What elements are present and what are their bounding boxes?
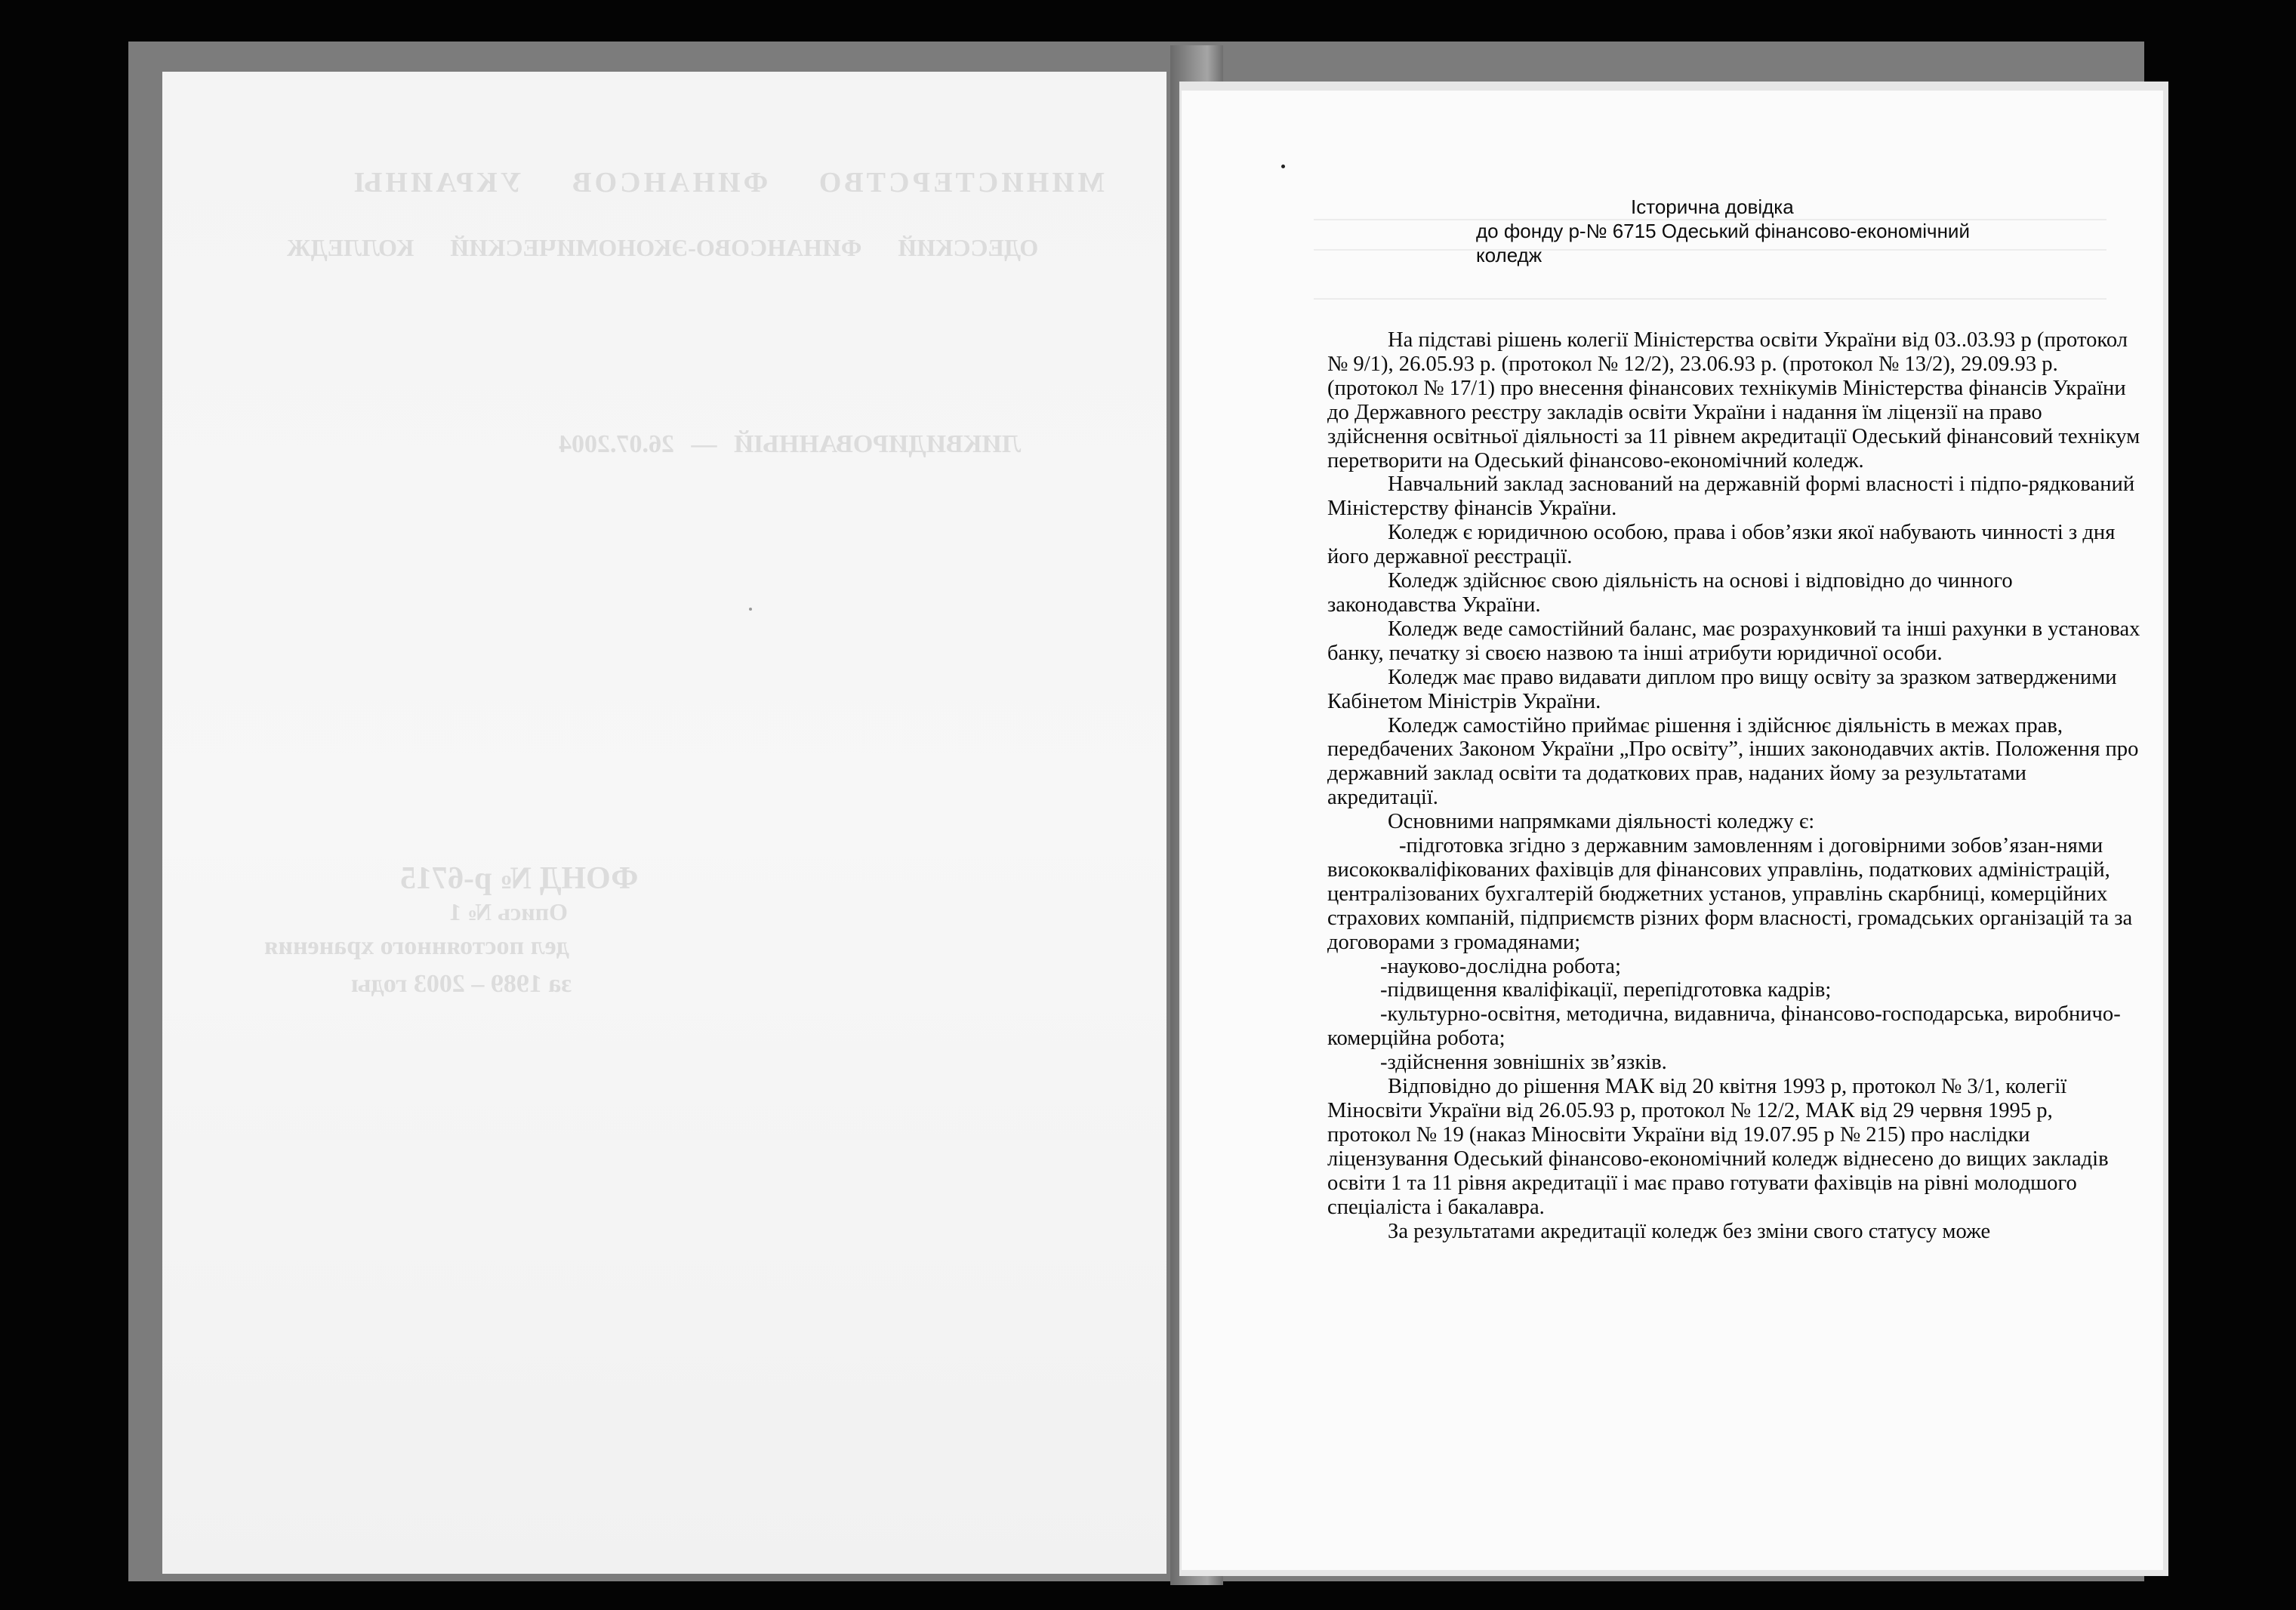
paragraph-9: Відповідно до рішення МАК від 20 квітня 1993 р, протокол № 3/1, колегії Міносвіти України від 26.05.93 р, протокол № 12/2, МАК від 29 червня 1995 р, протокол № 19 (наказ Міносвіти України від 19.07.95 р № 215) про наслідки ліцензування Одеський фінансово-економічний коледж віднесено до вищих закладів освіти 1 та 11 рівня акредитації і має право готувати фахівців на рівні молодшого спеціаліста і бакалавра.	[1327, 1075, 2109, 1219]
document-title	[1476, 195, 2125, 267]
speck	[1281, 165, 1285, 168]
title-line-1: Історична довідка	[1631, 195, 1794, 218]
document-body	[1327, 328, 2141, 1243]
paragraph-8: Основними напрямками діяльності коледжу є:	[1388, 810, 1815, 834]
left-page	[162, 72, 1166, 1574]
paragraph-7: Коледж самостійно приймає рішення і здійснює діяльність в межах прав, передбачених Законом України „Про освіту”, інших законодавчих актів. Положення про державний заклад освіти та додаткових прав, наданих йому за результатами акредитації.	[1327, 713, 2139, 810]
list-item: -підвищення кваліфікації, перепідготовка кадрів;	[1380, 978, 1832, 1002]
paragraph-2: Навчальний заклад заснований на державній формі власності і підпо-рядкований Міністерству фінансів України.	[1327, 473, 2135, 521]
bleed-through-opys: Опись № 1	[449, 898, 569, 925]
title-line-3: коледж	[1476, 244, 1542, 266]
ghost-line	[1314, 298, 2106, 300]
list-item: -здійснення зовнішніх зв’язків.	[1380, 1051, 1667, 1075]
list-item: -науково-дослідна робота;	[1380, 954, 1621, 978]
paragraph-4: Коледж здійснює свою діяльність на основі і відповідно до чинного законодавства України.	[1327, 569, 2013, 617]
bleed-through-college: ОДЕССКИЙ ФИНАНСОВО-ЭКОНОМИЧЕСКИЙ КОЛЛЕДЖ	[287, 234, 1039, 261]
paragraph-3: Коледж є юридичною особою, права і обов’язки якої набувають чинності з дня його державної реєстрації.	[1327, 521, 2116, 569]
paragraph-1: На підставі рішень колегії Міністерства освіти України від 03..03.93 р (протокол № 9/1), 26.05.93 р. (протокол № 12/2), 23.06.93 р. (протокол № 13/2), 29.09.93 р.(протокол № 17/1) про внесення фінансових технікумів Міністерства фінансів України до Державного реєстру закладів освіти України і надання їм ліцензії на право здійснення освітньої діяльності за 11 рівнем акредитації Одеський фінансовий технікум перетворити на Одеський фінансово-економічний коледж.	[1327, 328, 2140, 473]
bleed-through-storage: дел постоянного хранения	[264, 932, 569, 960]
list-item: -підготовка згідно з державним замовленням і договірними зобов’язан-нями висококваліфікованих фахівців для фінансових управлінь, податкових адміністрацій, централізованих бухгалтерій бюджетних установ, управлінь скарбниці, комерційних страхових компаній, підприємств різних форм власності, громадських організацій та за договорами з громадянами;	[1327, 834, 2133, 954]
bleed-through-years: за 1989 – 2003 годы	[351, 970, 572, 998]
title-line-2: до фонду р-№ 6715 Одеський фінансово-економічний	[1476, 220, 1970, 242]
paragraph-5: Коледж веде самостійний баланс, має розрахунковий та інші рахунки в установах банку, печатку зі своєю назвою та інші атрибути юридичної особи.	[1327, 617, 2140, 665]
bleed-through-liquidated: ЛИКВИДИРОВАННЫЙ — 26.07.2004	[559, 430, 1022, 458]
list-item: -культурно-освітня, методична, видавнича, фінансово-господарська, виробничо-комерційна робота;	[1327, 1002, 2121, 1051]
bleed-through-ministry: МИНИСТЕРСТВО ФИНАНСОВ УКРАИНЫ	[351, 167, 1105, 199]
paragraph-10: За результатами акредитації коледж без зміни свого статусу може	[1388, 1219, 1991, 1243]
paragraph-6: Коледж має право видавати диплом про вищу освіту за зразком затвердженими Кабінетом Міністрів України.	[1327, 665, 2117, 713]
speck	[749, 608, 752, 611]
bleed-through-fond: ФОНД № р-6715	[400, 861, 639, 896]
